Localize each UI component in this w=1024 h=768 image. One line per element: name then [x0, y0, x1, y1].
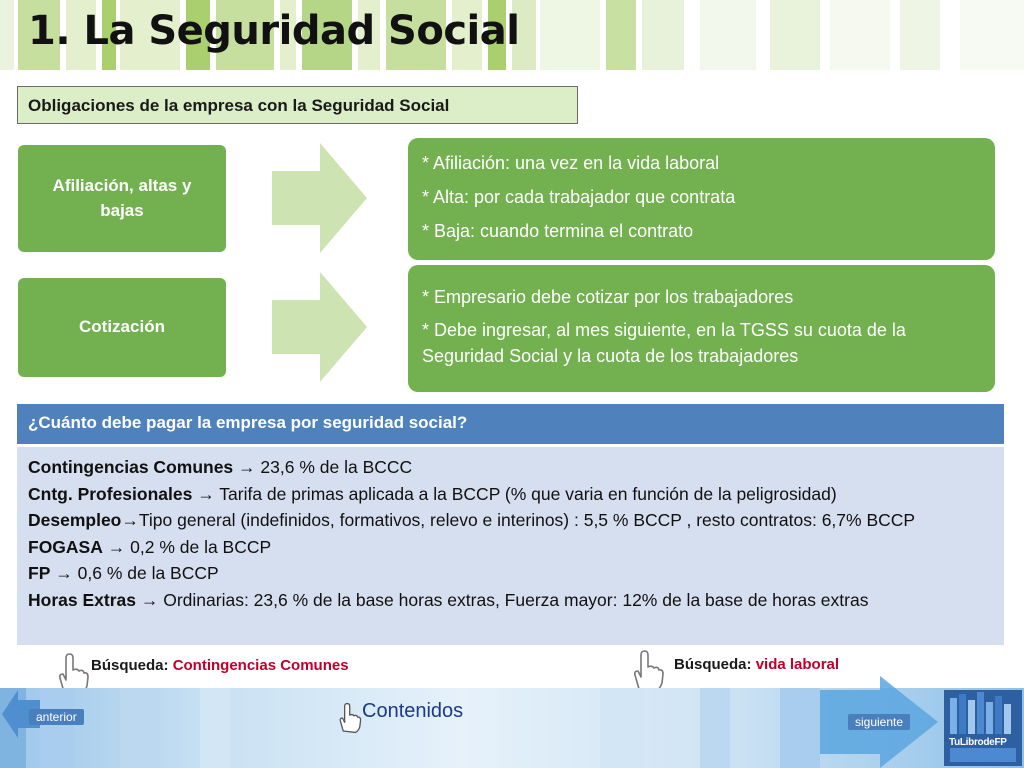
arrow-icon: → [197, 483, 215, 504]
contribution-label: Contingencias Comunes [28, 457, 234, 477]
contribution-label: Horas Extras [28, 589, 136, 610]
cotizacion-box [18, 278, 226, 377]
contribution-row [28, 560, 993, 587]
arrow-icon: → [55, 563, 73, 583]
contribution-row [28, 454, 993, 481]
search-link-text[interactable]: Contingencias Comunes [172, 657, 349, 674]
affiliation-box [18, 145, 226, 252]
ingresar-item: * Debe ingresar, al mes siguiente, en la TGSS su cuota de la Seguridad Social y la cuota de los trabajadores [422, 320, 906, 367]
search-link-text[interactable]: vida laboral [755, 656, 840, 673]
search-contingencias-link[interactable] [91, 657, 349, 674]
contribution-label: Desempleo [28, 510, 122, 530]
contents-label: Contenidos [362, 700, 464, 722]
affiliation-item: * Afiliación: una vez en la vida laboral [422, 153, 720, 173]
right-arrow-icon [272, 272, 368, 382]
logo-text: TuLibrodeFP [949, 737, 1007, 748]
cotizacion-label: Cotización [79, 317, 165, 337]
page-title: 1. La Seguridad Social [28, 8, 520, 54]
contribution-label: FP [28, 563, 51, 583]
tulibrodefp-logo [944, 690, 1022, 766]
contribution-row [28, 481, 993, 508]
contribution-text: Ordinarias: 23,6 % de la base horas extras, Fuerza mayor: 12% de la base de horas extras [163, 589, 869, 610]
arrow-icon: → [140, 589, 159, 610]
affiliation-label-line1: Afiliación, altas y [52, 175, 192, 195]
search-prefix: Búsqueda: [674, 656, 752, 673]
search-vida-laboral-link[interactable] [674, 656, 839, 673]
contribution-row [28, 587, 993, 614]
search-prefix: Búsqueda: [91, 657, 169, 674]
contribution-text: 0,6 % de la BCCP [77, 563, 219, 583]
contribution-text: 23,6 % de la BCCC [260, 457, 413, 477]
contribution-row [28, 507, 993, 534]
arrow-icon: → [107, 536, 126, 557]
cotizacion-details [408, 265, 995, 392]
next-button[interactable]: siguiente [848, 714, 910, 730]
contributions-table [17, 447, 1004, 645]
contribution-label: Cntg. Profesionales [28, 483, 193, 504]
pointing-hand-icon [336, 702, 362, 734]
pointing-hand-icon[interactable] [629, 649, 665, 693]
previous-button[interactable]: anterior [29, 709, 84, 725]
cotizar-item: * Empresario debe cotizar por los trabajadores [422, 287, 794, 307]
affiliation-label-line2: bajas [100, 200, 144, 220]
contribution-label: FOGASA [28, 536, 103, 557]
arrow-icon: → [238, 457, 256, 477]
contribution-text: Tarifa de primas aplicada a la BCCP (% que varia en función de la peligrosidad) [219, 483, 837, 504]
contribution-row [28, 534, 993, 561]
contribution-text: 0,2 % de la BCCP [130, 536, 272, 557]
question-header: ¿Cuánto debe pagar la empresa por seguridad social? [17, 404, 1004, 444]
contents-link[interactable] [362, 700, 463, 723]
baja-item: * Baja: cuando termina el contrato [422, 221, 694, 242]
alta-item: * Alta: por cada trabajador que contrata [422, 187, 736, 208]
contribution-text: Tipo general (indefinidos, formativos, relevo e interinos) : 5,5 % BCCP , resto contratos: 6,7% BCCP [138, 510, 916, 530]
affiliation-details [408, 138, 995, 260]
arrow-icon: → [121, 510, 139, 530]
section-subtitle: Obligaciones de la empresa con la Seguridad Social [17, 86, 578, 124]
right-arrow-icon [272, 143, 368, 253]
